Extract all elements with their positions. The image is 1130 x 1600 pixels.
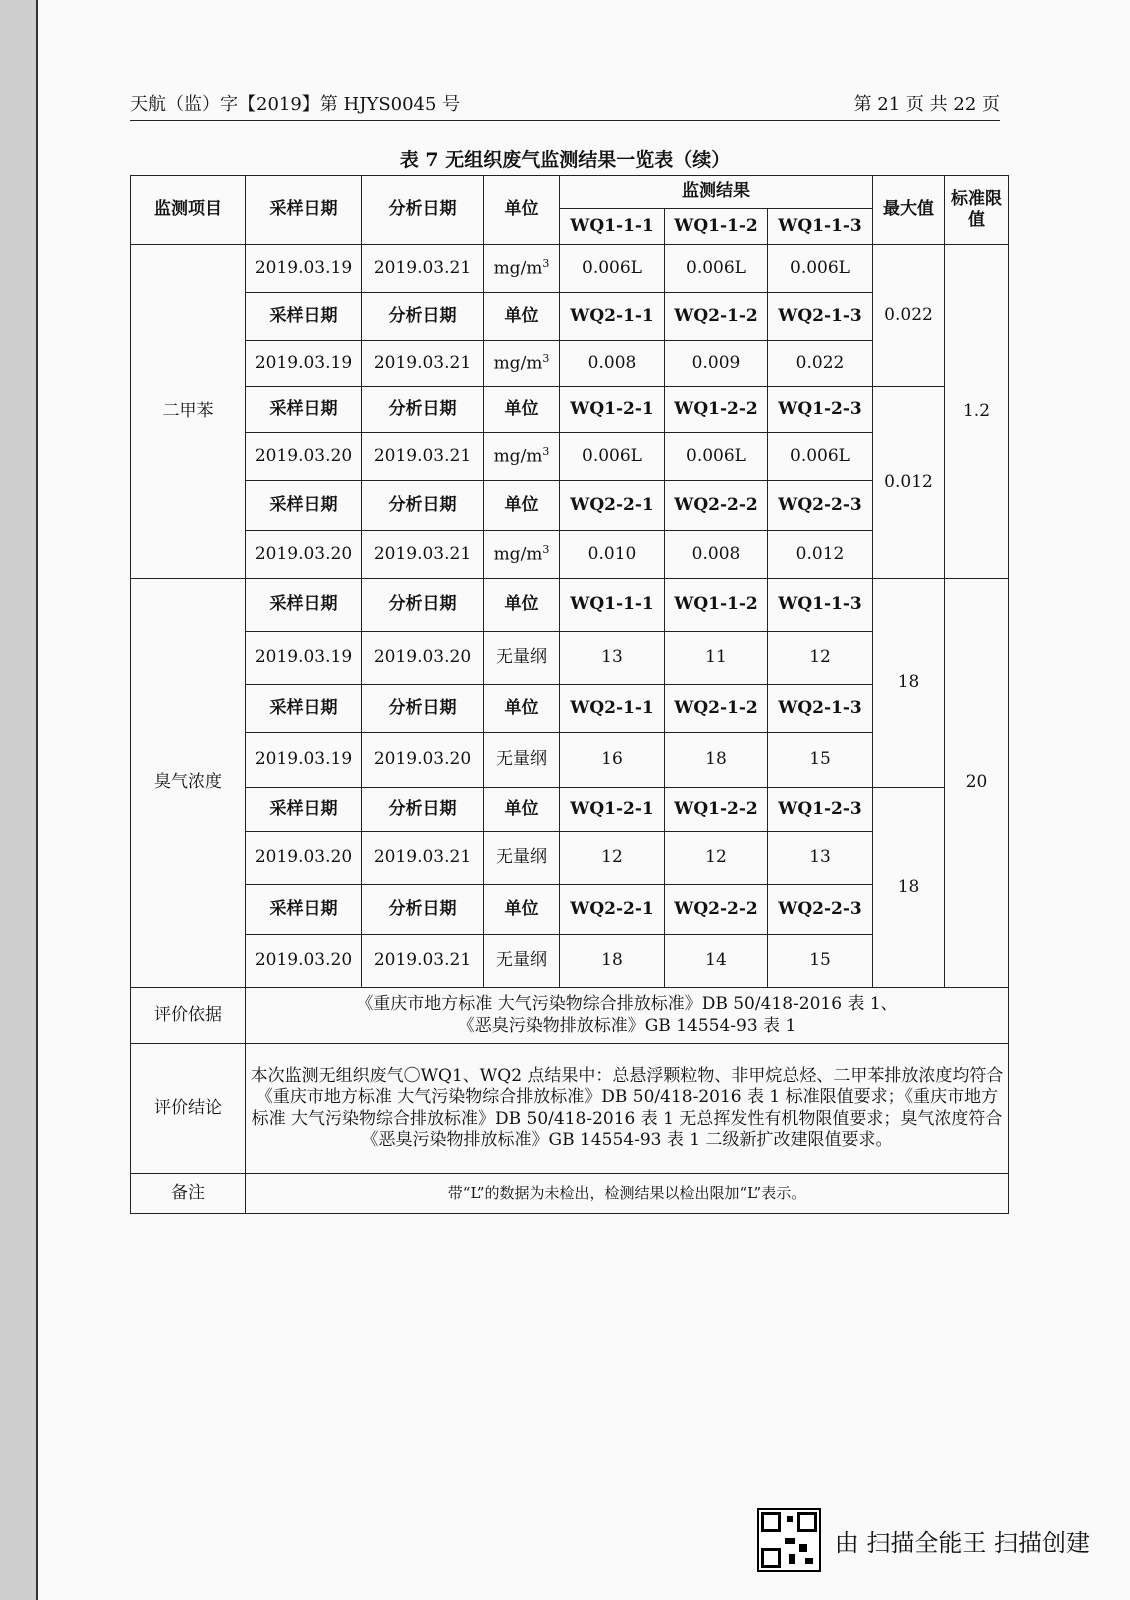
scanner-footer: [757, 1508, 1090, 1572]
value-cell: 0.008: [560, 341, 665, 387]
unit-cell: $mg/m^3$: [484, 531, 560, 579]
sample-date-label: 采样日期: [246, 685, 362, 733]
header-max: 最大值: [873, 176, 945, 245]
item-xylene: 二甲苯: [131, 245, 246, 579]
unit-label: 单位: [484, 481, 560, 531]
header-analysis-date: 分析日期: [362, 176, 484, 245]
analysis-date-cell: 2019.03.21: [362, 531, 484, 579]
value-cell: 0.006L: [560, 245, 665, 293]
value-cell: 15: [768, 733, 873, 788]
sub-header-row: [131, 788, 1009, 832]
sample-date-cell: 2019.03.20: [246, 832, 362, 885]
sample-date-cell: 2019.03.19: [246, 245, 362, 293]
unit-cell: $mg/m^3$: [484, 245, 560, 293]
point-cell: WQ1-2-1: [560, 387, 665, 433]
header-unit: 单位: [484, 176, 560, 245]
value-cell: 12: [560, 832, 665, 885]
sample-date-label: 采样日期: [246, 579, 362, 632]
unit-cell: 无量纲: [484, 832, 560, 885]
analysis-date-label: 分析日期: [362, 885, 484, 935]
value-cell: 0.010: [560, 531, 665, 579]
point-cell: WQ1-1-2: [665, 209, 768, 245]
sample-date-cell: 2019.03.19: [246, 733, 362, 788]
analysis-date-label: 分析日期: [362, 387, 484, 433]
point-cell: WQ1-1-3: [768, 579, 873, 632]
header-item: 监测项目: [131, 176, 246, 245]
value-cell: 11: [665, 632, 768, 685]
point-cell: WQ2-2-3: [768, 885, 873, 935]
remark-row: [131, 1174, 1009, 1214]
basis-line-1: 《重庆市地方标准 大气污染物综合排放标准》DB 50/418-2016 表 1、: [356, 994, 898, 1015]
analysis-date-cell: 2019.03.20: [362, 632, 484, 685]
unit-cell: 无量纲: [484, 935, 560, 988]
unit-cell: 无量纲: [484, 733, 560, 788]
page-number: 第 21 页 共 22 页: [853, 94, 1000, 115]
analysis-date-cell: 2019.03.21: [362, 341, 484, 387]
value-cell: 0.022: [768, 341, 873, 387]
sample-date-label: 采样日期: [246, 293, 362, 341]
results-table: [130, 175, 1009, 1214]
value-cell: 14: [665, 935, 768, 988]
remark-text: 带“L”的数据为未检出，检测结果以检出限加“L”表示。: [246, 1174, 1009, 1214]
point-cell: WQ1-2-3: [768, 387, 873, 433]
point-cell: WQ2-1-2: [665, 685, 768, 733]
point-cell: WQ2-2-2: [665, 885, 768, 935]
point-cell: WQ1-2-2: [665, 387, 768, 433]
analysis-date-label: 分析日期: [362, 579, 484, 632]
sample-date-cell: 2019.03.19: [246, 341, 362, 387]
sub-header-row: [131, 579, 1009, 632]
analysis-date-cell: 2019.03.20: [362, 733, 484, 788]
analysis-date-label: 分析日期: [362, 685, 484, 733]
conclusion-label: 评价结论: [131, 1044, 246, 1174]
unit-cell: 无量纲: [484, 632, 560, 685]
analysis-date-label: 分析日期: [362, 481, 484, 531]
scanner-credit: 由 扫描全能王 扫描创建: [834, 1528, 1090, 1557]
point-cell: WQ2-1-2: [665, 293, 768, 341]
analysis-date-cell: 2019.03.21: [362, 245, 484, 293]
value-cell: 18: [665, 733, 768, 788]
analysis-date-label: 分析日期: [362, 788, 484, 832]
point-cell: WQ2-2-1: [560, 481, 665, 531]
value-cell: 16: [560, 733, 665, 788]
max-cell: 0.022: [873, 245, 945, 387]
sample-date-label: 采样日期: [246, 885, 362, 935]
sample-date-cell: 2019.03.20: [246, 531, 362, 579]
point-cell: WQ2-1-3: [768, 685, 873, 733]
point-cell: WQ1-1-2: [665, 579, 768, 632]
max-cell: 0.012: [873, 387, 945, 579]
limit-cell: 1.2: [945, 245, 1009, 579]
point-cell: WQ1-2-2: [665, 788, 768, 832]
sample-date-label: 采样日期: [246, 481, 362, 531]
analysis-date-cell: 2019.03.21: [362, 832, 484, 885]
header-limit: 标准限值: [945, 176, 1009, 245]
value-cell: 13: [768, 832, 873, 885]
value-cell: 0.006L: [665, 245, 768, 293]
conclusion-row: [131, 1044, 1009, 1174]
max-cell: 18: [873, 788, 945, 988]
analysis-date-label: 分析日期: [362, 293, 484, 341]
value-cell: 13: [560, 632, 665, 685]
basis-text: [246, 988, 1009, 1044]
table-caption: 表 7 无组织废气监测结果一览表（续）: [399, 149, 731, 171]
value-cell: 0.009: [665, 341, 768, 387]
value-cell: 12: [768, 632, 873, 685]
value-cell: 15: [768, 935, 873, 988]
sample-date-cell: 2019.03.20: [246, 935, 362, 988]
point-cell: WQ1-1-1: [560, 209, 665, 245]
sample-date-label: 采样日期: [246, 387, 362, 433]
unit-label: 单位: [484, 387, 560, 433]
document-number: 天航（监）字【2019】第 HJYS0045 号: [130, 94, 461, 115]
sample-date-label: 采样日期: [246, 788, 362, 832]
value-cell: 0.008: [665, 531, 768, 579]
header-results: 监测结果: [560, 176, 873, 209]
analysis-date-cell: 2019.03.21: [362, 935, 484, 988]
remark-label: 备注: [131, 1174, 246, 1214]
max-cell: 18: [873, 579, 945, 788]
table-row: [131, 245, 1009, 293]
unit-cell: $mg/m^3$: [484, 433, 560, 481]
value-cell: 12: [665, 832, 768, 885]
table-header-row: [131, 176, 1009, 209]
point-cell: WQ1-2-1: [560, 788, 665, 832]
value-cell: 0.006L: [768, 245, 873, 293]
unit-label: 单位: [484, 788, 560, 832]
page-header: [130, 90, 1000, 121]
basis-label: 评价依据: [131, 988, 246, 1044]
point-cell: WQ2-1-1: [560, 685, 665, 733]
sub-header-row: [131, 387, 1009, 433]
point-cell: WQ1-1-3: [768, 209, 873, 245]
sample-date-cell: 2019.03.19: [246, 632, 362, 685]
value-cell: 0.012: [768, 531, 873, 579]
value-cell: 0.006L: [560, 433, 665, 481]
unit-label: 单位: [484, 293, 560, 341]
point-cell: WQ2-1-3: [768, 293, 873, 341]
point-cell: WQ1-2-3: [768, 788, 873, 832]
value-cell: 0.006L: [768, 433, 873, 481]
point-cell: WQ2-2-1: [560, 885, 665, 935]
header-sample-date: 采样日期: [246, 176, 362, 245]
qr-code-icon: [757, 1508, 821, 1572]
point-cell: WQ2-1-1: [560, 293, 665, 341]
value-cell: 0.006L: [665, 433, 768, 481]
basis-row: [131, 988, 1009, 1044]
unit-label: 单位: [484, 885, 560, 935]
conclusion-text: 本次监测无组织废气〇WQ1、WQ2 点结果中：总悬浮颗粒物、非甲烷总烃、二甲苯排放浓度均符合《重庆市地方标准 大气污染物综合排放标准》DB 50/418-2016 表 1 标准限值要求；《重庆市地方标准 大气污染物综合排放标准》DB 50/418-2016 表 1 无总挥发性有机物限值要求；臭气浓度符合《恶臭污染物排放标准》GB 14554-93 表 1 二级新扩改建限值要求。: [246, 1044, 1009, 1174]
point-cell: WQ1-1-1: [560, 579, 665, 632]
sample-date-cell: 2019.03.20: [246, 433, 362, 481]
item-odor: 臭气浓度: [131, 579, 246, 988]
unit-label: 单位: [484, 579, 560, 632]
value-cell: 18: [560, 935, 665, 988]
unit-cell: $mg/m^3$: [484, 341, 560, 387]
limit-cell: 20: [945, 579, 1009, 988]
basis-line-2: 《恶臭污染物排放标准》GB 14554-93 表 1: [457, 1015, 797, 1036]
point-cell: WQ2-2-3: [768, 481, 873, 531]
analysis-date-cell: 2019.03.21: [362, 433, 484, 481]
point-cell: WQ2-2-2: [665, 481, 768, 531]
unit-label: 单位: [484, 685, 560, 733]
